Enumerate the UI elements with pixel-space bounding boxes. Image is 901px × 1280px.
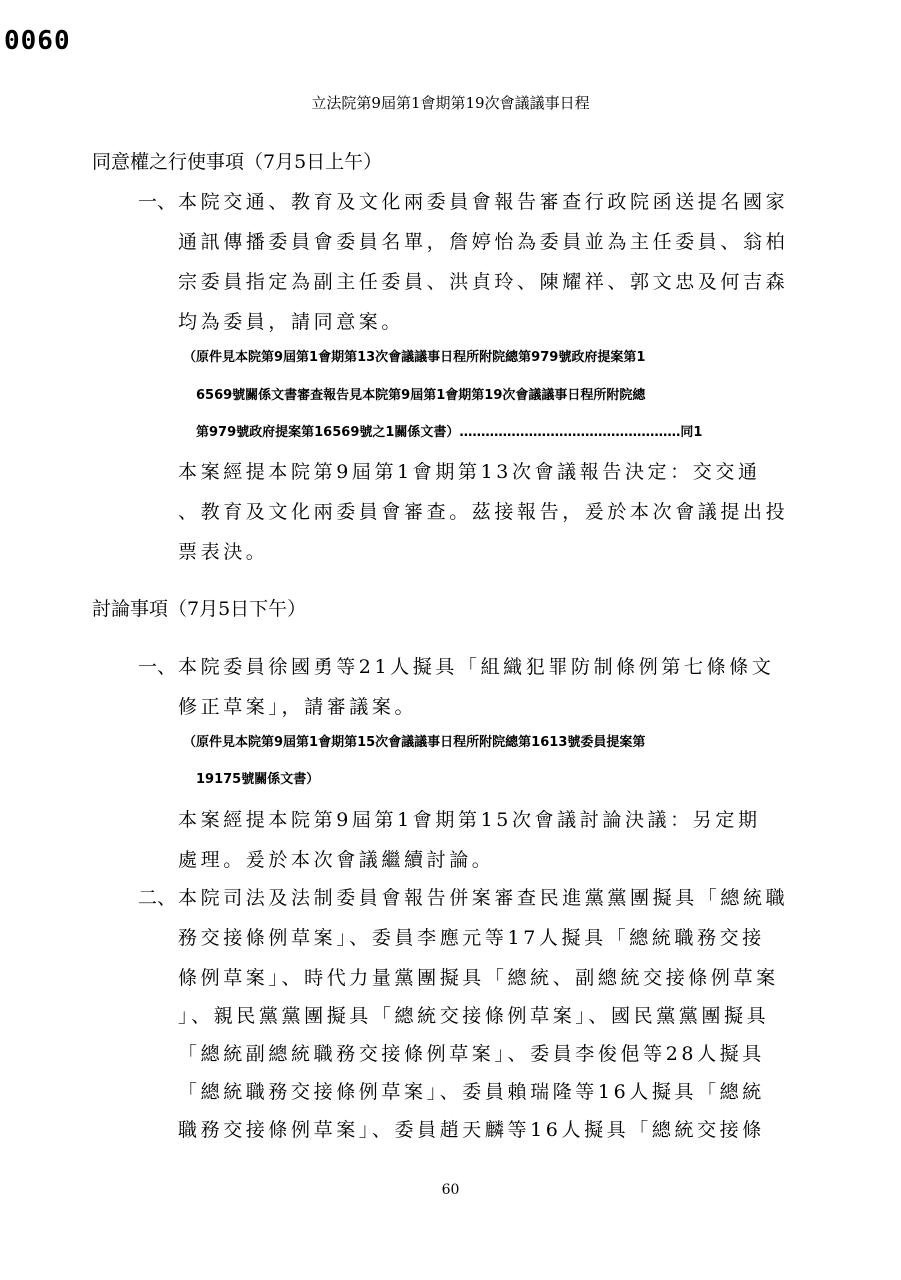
reference-line: 6569號關係文書審查報告見本院第9屆第1會期第19次會議議事日程所附院總 — [196, 388, 646, 403]
item-text-line: 「總統副總統職務交接條例草案」、委員李俊俋等28人擬具 — [178, 1043, 765, 1065]
item-text-line: 宗委員指定為副主任委員、洪貞玲、陳耀祥、郭文忠及何吉森 — [178, 271, 789, 293]
item-number: 二、 — [138, 887, 177, 909]
item-text-line: 本院司法及法制委員會報告併案審查民進黨黨團擬具「總統職 — [178, 887, 789, 909]
reference-line: （原件見本院第9屆第1會期第13次會議議事日程所附院總第979號政府提案第1 — [183, 350, 646, 365]
item-text-line: 職務交接條例草案」、委員趙天麟等16人擬具「總統交接條 — [178, 1119, 765, 1141]
item-text-line: 條例草案」、時代力量黨團擬具「總統、副總統交接條例草案 — [178, 967, 779, 989]
page-number: 60 — [441, 1182, 460, 1198]
reference-line: 第979號政府提案第16569號之1關係文書）……………………………………………同1 — [196, 425, 703, 440]
item-text-line: 「總統職務交接條例草案」、委員賴瑞隆等16人擬具「總統 — [178, 1081, 765, 1103]
item-text-line: 務交接條例草案」、委員李應元等17人擬具「總統職務交接 — [178, 927, 765, 949]
decision-line: 票表決。 — [178, 541, 269, 563]
decision-line: 、教育及文化兩委員會審查。茲接報告，爰於本次會議提出投 — [178, 501, 789, 523]
item-text-line: 修正草案」，請審議案。 — [178, 696, 418, 718]
item-text-line: 本院交通、教育及文化兩委員會報告審查行政院函送提名國家 — [178, 191, 789, 213]
item-text-line: 均為委員，請同意案。 — [178, 311, 405, 333]
decision-line: 本案經提本院第9屆第1會期第13次會議報告決定：交交通 — [178, 461, 761, 483]
archive-stamp: 0060 — [4, 26, 71, 56]
decision-line: 處理。爰於本次會議繼續討論。 — [178, 849, 495, 871]
item-text-line: 通訊傳播委員會委員名單，詹婷怡為委員並為主任委員、翁柏 — [178, 231, 789, 253]
item-text-line: 本院委員徐國勇等21人擬具「組織犯罪防制條例第七條條文 — [178, 656, 775, 678]
section-title-discussion: 討論事項（7月5日下午） — [92, 598, 307, 620]
item-text-line: 」、親民黨黨團擬具「總統交接條例草案」、國民黨黨團擬具 — [178, 1005, 770, 1027]
reference-line: （原件見本院第9屆第1會期第15次會議議事日程所附院總第1613號委員提案第 — [183, 735, 646, 750]
section-title-consent: 同意權之行使事項（7月5日上午） — [92, 151, 383, 173]
reference-line: 19175號關係文書） — [196, 772, 320, 787]
item-number: 一、 — [138, 191, 177, 213]
running-header: 立法院第9屆第1會期第19次會議議事日程 — [311, 94, 590, 112]
item-number: 一、 — [138, 656, 177, 678]
decision-line: 本案經提本院第9屆第1會期第15次會議討論決議：另定期 — [178, 809, 761, 831]
